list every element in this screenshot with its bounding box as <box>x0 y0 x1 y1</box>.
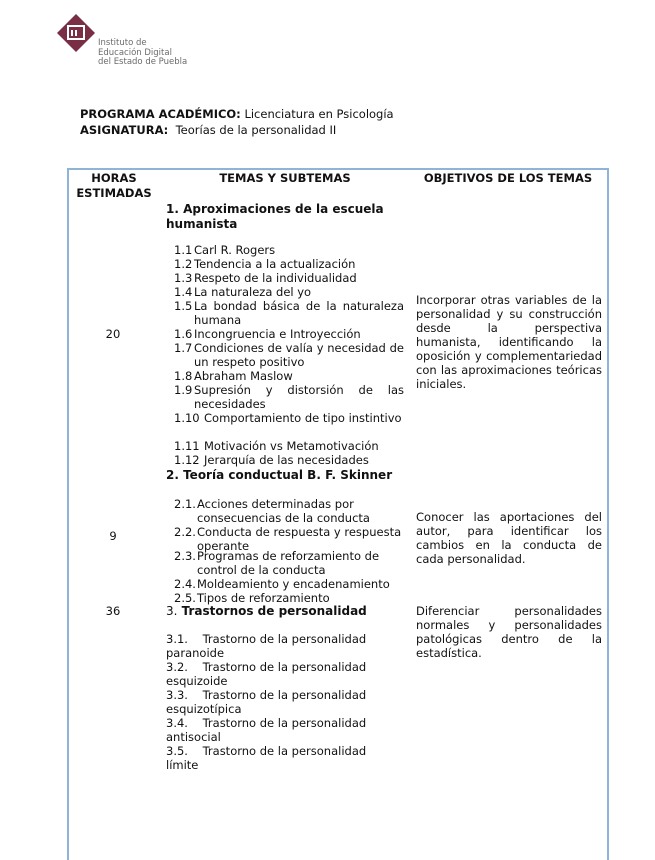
section-2-item-number: 2.2. <box>174 525 196 539</box>
section-3-title <box>166 604 402 619</box>
section-3-item-number: 3.2. <box>166 660 203 674</box>
section-2-hours: 9 <box>109 529 117 543</box>
section-3-item <box>166 632 396 660</box>
section-1-item-number: 1.4 <box>174 285 193 299</box>
section-1-item-number: 1.9 <box>174 383 193 397</box>
section-1-item-text: Respeto de la individualidad <box>194 271 357 285</box>
section-1-item-number: 1.11 <box>174 439 200 453</box>
section-1-item-text: Condiciones de valía y necesidad de un respeto positivo <box>194 341 404 369</box>
section-1-item-number: 1.12 <box>174 453 200 467</box>
column-header-objectives: OBJETIVOS DE LOS TEMAS <box>423 171 593 185</box>
section-1-item-text: Incongruencia e Introyección <box>194 327 361 341</box>
section-2-item-number: 2.3. <box>174 549 196 563</box>
section-3-title-text: Trastornos de personalidad <box>181 604 367 618</box>
logo-line-2: Educación Digital <box>98 47 172 58</box>
section-1-item-number: 1.8 <box>174 369 193 383</box>
section-1-hours: 20 <box>105 327 121 341</box>
section-1-item-text: Jerarquía de las necesidades <box>204 453 369 467</box>
section-2-item-number: 2.5. <box>174 591 196 605</box>
column-header-topics: TEMAS Y SUBTEMAS <box>219 171 351 185</box>
section-3-objective: Diferenciar personalidades normales y personalidades patológicas dentro de la estadística. <box>416 604 602 660</box>
logo-line-1: Instituto de <box>98 38 147 48</box>
section-1-item-number: 1.2 <box>174 257 193 271</box>
section-3-item-number: 3.1. <box>166 632 203 646</box>
section-2-item-number: 2.4. <box>174 577 196 591</box>
section-3-item <box>166 688 396 716</box>
program-label: PROGRAMA ACADÉMICO: <box>80 107 241 121</box>
program-row <box>80 106 394 122</box>
subject-row <box>80 122 394 138</box>
document-header <box>80 106 394 138</box>
section-1-item-number: 1.6 <box>174 327 193 341</box>
section-2-title: 2. Teoría conductual B. F. Skinner <box>166 468 393 482</box>
section-1-title: 1. Aproximaciones de la escuela humanista <box>166 202 384 231</box>
subject-value: Teorías de la personalidad II <box>175 123 337 137</box>
column-header-hours: HORAS ESTIMADAS <box>76 171 152 200</box>
subject-label: ASIGNATURA: <box>80 123 169 137</box>
section-3-item-text: Trastorno de la personalidad esquizotípica <box>166 688 367 716</box>
section-3-item <box>166 716 396 744</box>
section-3-item-text: Trastorno de la personalidad esquizoide <box>166 660 367 688</box>
section-1-item-number: 1.5 <box>174 299 193 313</box>
section-3-item <box>166 744 396 772</box>
program-value: Licenciatura en Psicología <box>244 107 394 121</box>
section-1-item-text: Tendencia a la actualización <box>194 257 356 271</box>
section-2-item-text: Tipos de reforzamiento <box>197 591 330 605</box>
section-2-item-text: Moldeamiento y encadenamiento <box>197 577 390 591</box>
institution-logo <box>56 13 196 79</box>
section-1-item-text: Comportamiento de tipo instintivo <box>204 411 402 425</box>
section-3-title-number: 3. <box>166 604 178 618</box>
section-2-objective: Conocer las aportaciones del autor, para identificar los cambios en la conducta de cada personalidad. <box>416 510 602 566</box>
section-1-item-text: Supresión y distorsión de las necesidades <box>194 383 404 411</box>
section-3-item-number: 3.4. <box>166 716 203 730</box>
logo-text <box>98 39 187 68</box>
section-3-item-text: Trastorno de la personalidad antisocial <box>166 716 367 744</box>
section-1-item-text: La naturaleza del yo <box>194 285 312 299</box>
section-1-item-text: Abraham Maslow <box>194 369 293 383</box>
section-1-item-number: 1.7 <box>174 341 193 355</box>
section-1-item-number: 1.3 <box>174 271 193 285</box>
section-2-item-text: Conducta de respuesta y respuesta operante <box>197 525 402 553</box>
logo-line-3: del Estado de Puebla <box>98 57 188 67</box>
section-1-item-text: Carl R. Rogers <box>194 243 276 257</box>
section-3-item-number: 3.5. <box>166 744 203 758</box>
section-1-item-number: 1.10 <box>174 411 200 425</box>
section-1-item-text: La bondad básica de la naturaleza humana <box>194 299 404 327</box>
section-2-item-text: Acciones determinadas por consecuencias de la conducta <box>197 497 370 525</box>
section-3-item <box>166 660 396 688</box>
section-2-item-number: 2.1. <box>174 497 196 511</box>
section-1-item-text: Motivación vs Metamotivación <box>204 439 379 453</box>
logo-diamond-icon <box>56 13 96 53</box>
section-2-item-text: Programas de reforzamiento de control de la conducta <box>197 549 380 577</box>
section-3-item-text: Trastorno de la personalidad límite <box>166 744 367 772</box>
section-3-item-text: Trastorno de la personalidad paranoide <box>166 632 367 660</box>
section-3-hours: 36 <box>105 604 121 618</box>
section-3-item-number: 3.3. <box>166 688 203 702</box>
section-1-objective: Incorporar otras variables de la personalidad y su construcción desde la perspectiva humanista, identificando la oposición y complementariedad con las aproximaciones teóricas iniciales. <box>416 293 602 391</box>
section-1-item-number: 1.1 <box>174 243 193 257</box>
